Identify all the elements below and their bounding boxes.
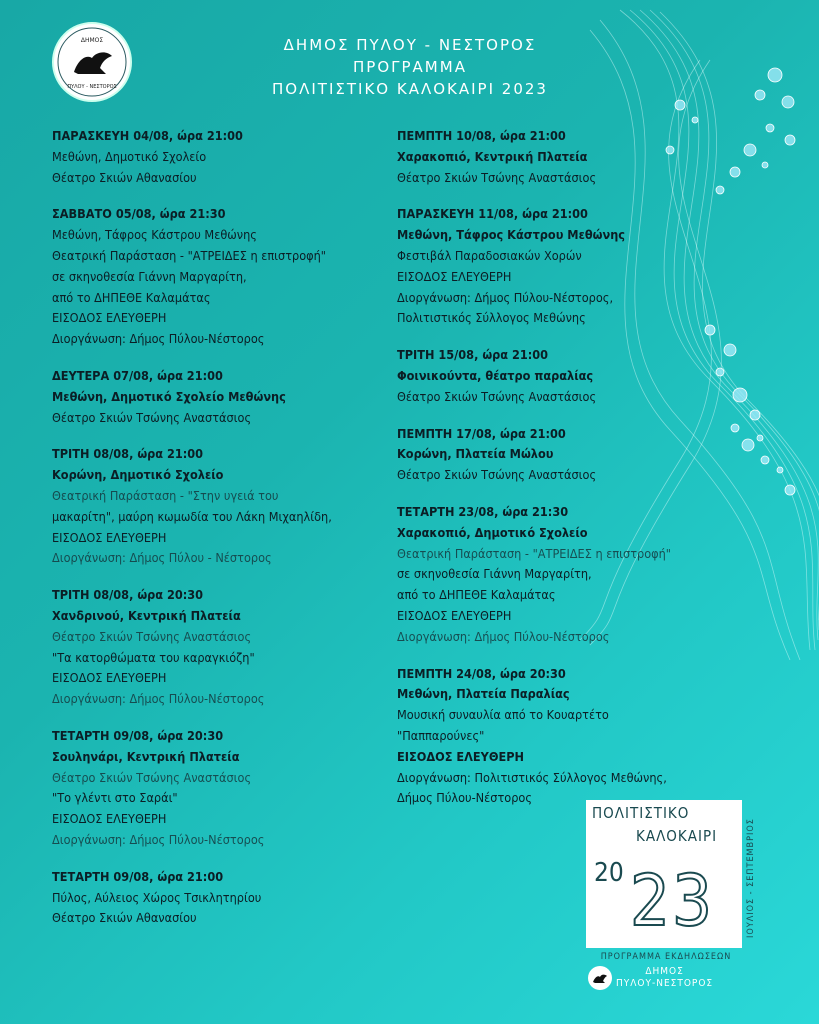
event-detail: ΕΙΣΟΔΟΣ ΕΛΕΥΘΕΡΗ <box>52 310 167 326</box>
event-detail: Θέατρο Σκιών Αθανασίου <box>52 169 197 185</box>
event-date: ΠΕΜΠΤΗ 17/08, ώρα 21:00 <box>397 425 566 441</box>
header-municipality: ΔΗΜΟΣ ΠΥΛΟΥ - ΝΕΣΤΟΡΟΣ <box>283 36 537 54</box>
event-detail: "Τα κατορθώματα του καραγκιόζη" <box>52 649 255 665</box>
event-date: ΤΡΙΤΗ 15/08, ώρα 21:00 <box>397 347 549 363</box>
event-detail: Θέατρο Σκιών Τσώνης Αναστάσιος <box>52 769 252 785</box>
event-detail: Μεθώνη, Δημοτικό Σχολείο Μεθώνης <box>52 388 286 404</box>
header-program: ΠΡΟΓΡΑΜΜΑ <box>353 58 467 76</box>
event-block <box>397 204 697 329</box>
event-detail: Χανδρινού, Κεντρική Πλατεία <box>52 607 241 623</box>
event-date: ΠΑΡΑΣΚΕΥΗ 04/08, ώρα 21:00 <box>52 128 243 143</box>
event-date: ΣΑΒΒΑΤΟ 05/08, ώρα 21:30 <box>52 206 226 222</box>
event-detail: σε σκηνοθεσία Γιάννη Μαργαρίτη, <box>397 566 592 582</box>
event-block <box>52 726 382 851</box>
griffin-emblem-icon <box>54 24 130 100</box>
event-date: ΔΕΥΤΕΡΑ 07/08, ώρα 21:00 <box>52 367 223 383</box>
event-detail: Θεατρική Παράσταση - "ΑΤΡΕΙΔΕΣ η επιστροφή" <box>52 247 327 263</box>
event-detail: ΕΙΣΟΔΟΣ ΕΛΕΥΘΕΡΗ <box>52 811 167 827</box>
event-block <box>52 867 382 929</box>
event-date: ΤΕΤΑΡΤΗ 09/08, ώρα 20:30 <box>52 727 224 743</box>
badge-dimos-2: ΠΥΛΟΥ-ΝΕΣΤΟΡΟΣ <box>616 978 714 989</box>
summer-2023-badge <box>586 800 786 1010</box>
badge-year-big: 23 <box>630 860 715 942</box>
event-detail: Διοργάνωση: Δήμος Πύλου-Νέστορος <box>52 691 265 707</box>
badge-program: ΠΡΟΓΡΑΜΜΑ ΕΚΔΗΛΩΣΕΩΝ <box>600 952 732 962</box>
event-detail: μακαρίτη", μαύρη κωμωδία του Λάκη Μιχαηλίδη, <box>52 508 332 524</box>
event-detail: Πολιτιστικός Σύλλογος Μεθώνης <box>397 310 586 326</box>
event-detail: Πύλος, Αύλειος Χώρος Τσικλητηρίου <box>52 889 262 905</box>
event-block <box>397 664 697 810</box>
logo-bottom-text: ΠΥΛΟΥ - ΝΕΣΤΟΡΟΣ <box>67 84 117 90</box>
page-header <box>190 34 630 100</box>
event-detail: Διοργάνωση: Πολιτιστικός Σύλλογος Μεθώνης, <box>397 769 667 785</box>
event-block <box>397 502 697 648</box>
event-detail: Θέατρο Σκιών Τσώνης Αναστάσιος <box>397 169 597 185</box>
event-detail: Κορώνη, Δημοτικό Σχολείο <box>52 467 224 483</box>
right-event-column <box>397 126 697 825</box>
event-detail: ΕΙΣΟΔΟΣ ΕΛΕΥΘΕΡΗ <box>397 607 512 623</box>
event-date: ΠΑΡΑΣΚΕΥΗ 11/08, ώρα 21:00 <box>397 206 588 222</box>
event-block <box>397 126 697 188</box>
badge-title-2: ΚΑΛΟΚΑΙΡΙ <box>636 827 718 845</box>
badge-municipality <box>616 966 713 990</box>
event-detail: Θέατρο Σκιών Τσώνης Αναστάσιος <box>52 409 252 425</box>
event-detail: Μεθώνη, Πλατεία Παραλίας <box>397 686 570 702</box>
event-detail: Θεατρική Παράσταση - "Στην υγειά του <box>52 487 279 503</box>
event-detail: Διοργάνωση: Δήμος Πύλου-Νέστορος <box>397 628 610 644</box>
event-date: ΠΕΜΠΤΗ 10/08, ώρα 21:00 <box>397 128 566 143</box>
event-date: ΤΡΙΤΗ 08/08, ώρα 20:30 <box>52 587 204 603</box>
event-detail: "Το γλέντι στο Σαράι" <box>52 790 178 806</box>
event-block <box>52 585 382 710</box>
event-date: ΤΕΤΑΡΤΗ 23/08, ώρα 21:30 <box>397 503 569 519</box>
event-detail: Διοργάνωση: Δήμος Πύλου-Νέστορος, <box>397 289 614 305</box>
event-block <box>52 204 382 350</box>
event-detail: Φεστιβάλ Παραδοσιακών Χορών <box>397 247 582 263</box>
event-detail: Διοργάνωση: Δήμος Πύλου-Νέστορος <box>52 831 265 847</box>
event-detail: Θεατρική Παράσταση - "ΑΤΡΕΙΔΕΣ η επιστροφή" <box>397 545 672 561</box>
event-detail: "Παππαρούνες" <box>397 727 485 743</box>
header-title: ΠΟΛΙΤΙΣΤΙΚΟ ΚΑΛΟΚΑΙΡΙ 2023 <box>272 80 548 98</box>
event-detail: ΕΙΣΟΔΟΣ ΕΛΕΥΘΕΡΗ <box>52 670 167 686</box>
left-event-column <box>52 126 382 945</box>
event-detail: Δήμος Πύλου-Νέστορος <box>397 790 532 806</box>
badge-side-text <box>744 800 760 948</box>
event-detail: Θέατρο Σκιών Τσώνης Αναστάσιος <box>52 628 252 644</box>
event-detail: Μεθώνη, Τάφρος Κάστρου Μεθώνης <box>52 227 257 243</box>
badge-dimos-1: ΔΗΜΟΣ <box>645 966 684 977</box>
event-block <box>52 444 382 569</box>
event-date: ΤΕΤΑΡΤΗ 09/08, ώρα 21:00 <box>52 868 224 884</box>
event-detail: Μεθώνη, Δημοτικό Σχολείο <box>52 148 207 164</box>
event-detail: ΕΙΣΟΔΟΣ ΕΛΕΥΘΕΡΗ <box>397 268 512 284</box>
event-detail: Μουσική συναυλία από το Κουαρτέτο <box>397 707 609 723</box>
event-detail: Σουληνάρι, Κεντρική Πλατεία <box>52 748 240 764</box>
event-block <box>52 126 382 188</box>
logo-top-text: ΔΗΜΟΣ <box>80 37 104 44</box>
badge-emblem-icon <box>588 966 612 990</box>
event-detail: ΕΙΣΟΔΟΣ ΕΛΕΥΘΕΡΗ <box>52 529 167 545</box>
event-detail: από το ΔΗΠΕΘΕ Καλαμάτας <box>52 289 211 305</box>
badge-year-small: 20 <box>594 858 624 888</box>
event-block <box>397 424 697 486</box>
event-detail: Θέατρο Σκιών Τσώνης Αναστάσιος <box>397 467 597 483</box>
event-detail: σε σκηνοθεσία Γιάννη Μαργαρίτη, <box>52 268 247 284</box>
event-detail: Χαρακοπιό, Κεντρική Πλατεία <box>397 148 588 164</box>
event-detail: Θέατρο Σκιών Τσώνης Αναστάσιος <box>397 388 597 404</box>
badge-title-1: ΠΟΛΙΤΙΣΤΙΚΟ <box>592 804 690 822</box>
event-detail: ΕΙΣΟΔΟΣ ΕΛΕΥΘΕΡΗ <box>397 748 525 764</box>
event-block <box>52 366 382 428</box>
event-block <box>397 345 697 407</box>
event-detail: Θέατρο Σκιών Αθανασίου <box>52 910 197 926</box>
event-date: ΠΕΜΠΤΗ 24/08, ώρα 20:30 <box>397 665 566 681</box>
event-detail: από το ΔΗΠΕΘΕ Καλαμάτας <box>397 587 556 603</box>
badge-box <box>586 800 742 948</box>
event-detail: Μεθώνη, Τάφρος Κάστρου Μεθώνης <box>397 227 626 243</box>
event-detail: Φοινικούντα, θέατρο παραλίας <box>397 367 594 383</box>
event-detail: Διοργάνωση: Δήμος Πύλου-Νέστορος <box>52 331 265 347</box>
event-detail: Χαρακοπιό, Δημοτικό Σχολείο <box>397 524 588 540</box>
event-date: ΤΡΙΤΗ 08/08, ώρα 21:00 <box>52 446 204 462</box>
municipality-logo <box>52 22 132 102</box>
event-detail: Διοργάνωση: Δήμος Πύλου - Νέστορος <box>52 550 272 566</box>
badge-months: ΙΟΥΛΙΟΣ - ΣΕΠΤΕΜΒΡΙΟΣ <box>746 818 756 938</box>
event-detail: Κορώνη, Πλατεία Μώλου <box>397 446 554 462</box>
